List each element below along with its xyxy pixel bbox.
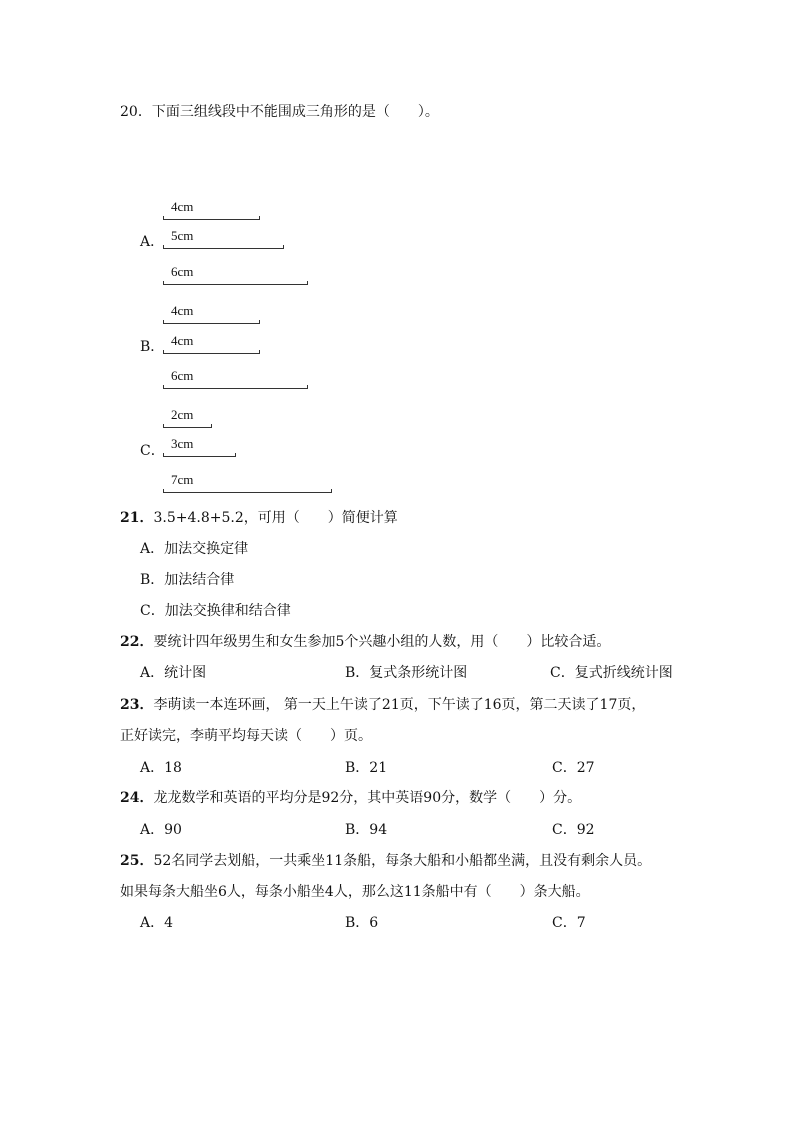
segment-line bbox=[163, 424, 212, 428]
segment-4cm bbox=[163, 199, 263, 223]
q25-option-c: C．7 bbox=[552, 915, 586, 931]
question-21 bbox=[120, 510, 398, 526]
segment-line bbox=[163, 281, 308, 285]
segment-line bbox=[163, 320, 260, 324]
question-number: 20． bbox=[120, 104, 152, 120]
segment-3cm bbox=[163, 436, 239, 460]
segment-line bbox=[163, 350, 260, 354]
segment-length-label: 7cm bbox=[171, 472, 194, 487]
question-text: 下面三组线段中不能围成三角形的是（ ）。 bbox=[151, 104, 439, 120]
q21-option-a: A．加法交换定律 bbox=[140, 541, 249, 557]
segment-length-label: 3cm bbox=[171, 436, 194, 451]
segment-6cm bbox=[163, 368, 311, 392]
q24-option-b: B．94 bbox=[345, 822, 388, 838]
q23-option-a: A．18 bbox=[140, 760, 182, 776]
segment-length-label: 4cm bbox=[171, 303, 194, 318]
q23-option-b: B．21 bbox=[345, 760, 388, 776]
q22-option-b: B．复式条形统计图 bbox=[345, 665, 468, 681]
q24-option-c: C．92 bbox=[552, 822, 595, 838]
question-23-line2: 正好读完，李萌平均每天读（ ）页。 bbox=[120, 728, 372, 744]
segment-line bbox=[163, 385, 308, 389]
option-c-label: C． bbox=[140, 443, 165, 459]
question-text-line1: 李萌读一本连环画， 第一天上午读了21页，下午读了16页，第二天读了17页， bbox=[153, 697, 646, 713]
question-22 bbox=[120, 634, 610, 650]
q21-option-c: C．加法交换律和结合律 bbox=[140, 603, 291, 619]
option-a-label: A． bbox=[140, 234, 165, 250]
segment-line bbox=[163, 453, 236, 457]
q25-option-b: B．6 bbox=[345, 915, 379, 931]
question-number: 25． bbox=[120, 853, 154, 869]
segment-length-label: 4cm bbox=[171, 333, 194, 348]
question-text: 龙龙数学和英语的平均分是92分，其中英语90分，数学（ ）分。 bbox=[153, 790, 582, 806]
question-25 bbox=[120, 853, 651, 869]
question-text: 要统计四年级男生和女生参加5个兴趣小组的人数，用（ ）比较合适。 bbox=[153, 634, 611, 650]
segment-4cm bbox=[163, 333, 263, 357]
segment-length-label: 6cm bbox=[171, 264, 194, 279]
segment-length-label: 6cm bbox=[171, 368, 194, 383]
question-24 bbox=[120, 790, 581, 806]
segment-4cm bbox=[163, 303, 263, 327]
segment-length-label: 2cm bbox=[171, 407, 194, 422]
segment-line bbox=[163, 245, 284, 249]
segment-5cm bbox=[163, 228, 287, 252]
segment-line bbox=[163, 216, 260, 220]
question-number: 21． bbox=[120, 510, 154, 526]
segment-6cm bbox=[163, 264, 311, 288]
question-text-line1: 52名同学去划船，一共乘坐11条船，每条大船和小船都坐满，且没有剩余人员。 bbox=[153, 853, 652, 869]
q23-option-c: C．27 bbox=[552, 760, 595, 776]
segment-7cm bbox=[163, 472, 333, 496]
question-number: 23． bbox=[120, 697, 154, 713]
q21-option-b: B．加法结合律 bbox=[140, 572, 235, 588]
segment-line bbox=[163, 489, 332, 493]
q25-option-a: A．4 bbox=[140, 915, 174, 931]
option-b-label: B． bbox=[140, 339, 165, 355]
question-number: 22． bbox=[120, 634, 154, 650]
segment-length-label: 4cm bbox=[171, 199, 194, 214]
question-23 bbox=[120, 697, 645, 713]
question-text: 3.5+4.8+5.2，可用（ ）简便计算 bbox=[153, 510, 398, 526]
question-number: 24． bbox=[120, 790, 154, 806]
q24-option-a: A．90 bbox=[140, 822, 182, 838]
question-25-line2: 如果每条大船坐6人，每条小船坐4人，那么这11条船中有（ ）条大船。 bbox=[120, 884, 590, 900]
segment-length-label: 5cm bbox=[171, 228, 194, 243]
segment-2cm bbox=[163, 407, 215, 431]
q22-option-c: C．复式折线统计图 bbox=[550, 665, 673, 681]
question-20 bbox=[120, 104, 439, 120]
q22-option-a: A．统计图 bbox=[140, 665, 207, 681]
